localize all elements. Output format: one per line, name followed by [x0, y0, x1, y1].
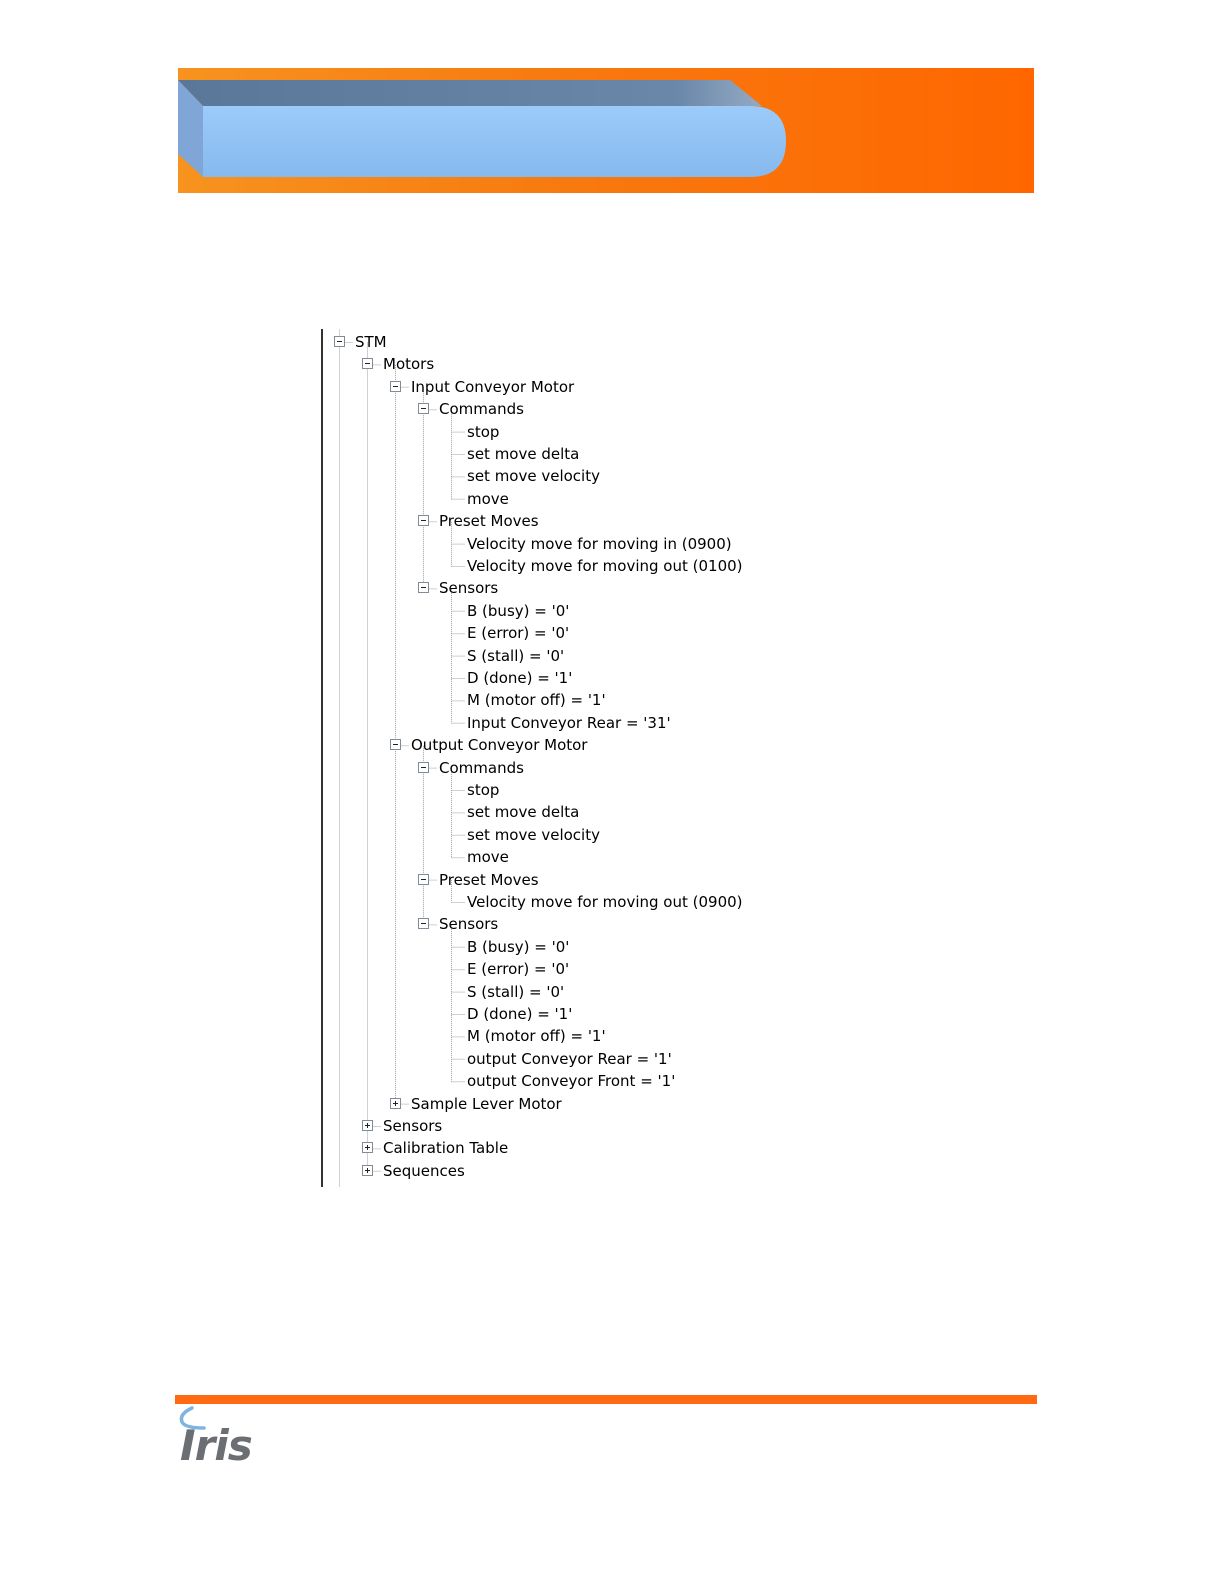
- tree-node[interactable]: [467, 1003, 572, 1025]
- expand-plus-icon[interactable]: [362, 1120, 373, 1131]
- tree-node-label: E (error) = '0': [467, 624, 570, 643]
- tree-node-label: set move velocity: [467, 467, 600, 486]
- tree-node-label: Preset Moves: [439, 870, 539, 889]
- tree-node-label: Velocity move for moving in (0900): [467, 534, 732, 553]
- footer-rule: [175, 1395, 1037, 1404]
- tree-node[interactable]: [355, 331, 387, 353]
- iris-logo: Iris: [180, 1421, 252, 1470]
- tree-node-label: set move velocity: [467, 825, 600, 844]
- collapse-minus-icon[interactable]: [390, 381, 401, 392]
- tree-node-label: Preset Moves: [439, 512, 539, 531]
- tree-node[interactable]: [439, 869, 539, 891]
- tree-node[interactable]: [467, 1025, 606, 1047]
- tree-node[interactable]: [467, 555, 743, 577]
- tree-node[interactable]: [383, 1160, 465, 1182]
- tree-node[interactable]: [467, 689, 606, 711]
- collapse-minus-icon[interactable]: [418, 874, 429, 885]
- tree-node[interactable]: [467, 958, 569, 980]
- expand-plus-icon[interactable]: [362, 1142, 373, 1153]
- tree-node-label: Sequences: [383, 1161, 465, 1180]
- collapse-minus-icon[interactable]: [418, 762, 429, 773]
- tree-node-label: D (done) = '1': [467, 669, 573, 687]
- tree-node-label: move: [467, 489, 509, 508]
- tree-node-label: Commands: [439, 400, 524, 419]
- tree-node-label: Motors: [383, 355, 435, 374]
- tree-node[interactable]: [467, 712, 671, 734]
- tree-node-label: E (error) = '0': [467, 960, 570, 979]
- tree-node-label: Sample Lever Motor: [411, 1094, 562, 1113]
- collapse-minus-icon[interactable]: [418, 515, 429, 526]
- tree-node-label: STM: [355, 333, 387, 351]
- tree-node[interactable]: [439, 510, 539, 532]
- tree-node[interactable]: [467, 421, 499, 443]
- tree-node-label: B (busy) = '0': [467, 601, 570, 620]
- tree-node-label: S (stall) = '0': [467, 646, 565, 665]
- collapse-minus-icon[interactable]: [418, 918, 429, 929]
- tree-node[interactable]: [467, 1048, 672, 1070]
- tree-node[interactable]: [467, 465, 600, 487]
- tree-node-label: Sensors: [439, 915, 499, 934]
- tree-node[interactable]: [467, 443, 579, 465]
- tree-node[interactable]: [467, 533, 732, 555]
- expand-plus-icon[interactable]: [362, 1165, 373, 1176]
- tree-node-label: Commands: [439, 758, 524, 777]
- tree-node[interactable]: [383, 1115, 442, 1137]
- tree-node[interactable]: [467, 667, 572, 689]
- collapse-minus-icon[interactable]: [390, 739, 401, 750]
- tree-node-label: Output Conveyor Motor: [411, 736, 588, 755]
- tree-view[interactable]: [321, 329, 783, 1187]
- tree-node-label: stop: [467, 422, 500, 441]
- tree-node-label: Velocity move for moving out (0100): [467, 557, 743, 575]
- tree-node-label: Calibration Table: [383, 1139, 509, 1158]
- collapse-minus-icon[interactable]: [334, 336, 345, 347]
- tree-node[interactable]: [411, 1093, 562, 1115]
- tree-node-label: set move delta: [467, 445, 580, 463]
- tree-node[interactable]: [467, 936, 569, 958]
- tree-node[interactable]: [467, 1070, 675, 1092]
- tree-node-label: Sensors: [439, 579, 499, 598]
- tree-node[interactable]: [467, 645, 564, 667]
- tree-node-label: set move delta: [467, 803, 580, 822]
- tree-node[interactable]: [467, 600, 569, 622]
- tree-node[interactable]: [439, 757, 524, 779]
- tree-node[interactable]: [467, 891, 743, 913]
- tree-node[interactable]: [383, 1137, 508, 1159]
- collapse-minus-icon[interactable]: [418, 582, 429, 593]
- collapse-minus-icon[interactable]: [418, 403, 429, 414]
- tree-node[interactable]: [411, 734, 587, 756]
- tree-node-label: stop: [467, 781, 500, 799]
- tree-node[interactable]: [467, 824, 600, 846]
- expand-plus-icon[interactable]: [390, 1098, 401, 1109]
- tree-node[interactable]: [439, 398, 524, 420]
- tree-node[interactable]: [467, 779, 499, 801]
- header-title-bar: [178, 80, 788, 177]
- tree-node[interactable]: [439, 913, 498, 935]
- tree-node[interactable]: [383, 353, 434, 375]
- tree-node-label: M (motor off) = '1': [467, 1027, 606, 1046]
- collapse-minus-icon[interactable]: [362, 358, 373, 369]
- tree-node[interactable]: [467, 622, 569, 644]
- tree-node[interactable]: [467, 801, 579, 823]
- tree-node-label: M (motor off) = '1': [467, 691, 606, 710]
- tree-node[interactable]: [411, 376, 574, 398]
- tree-node-label: B (busy) = '0': [467, 937, 570, 956]
- tree-node-label: Input Conveyor Rear = '31': [467, 713, 671, 732]
- tree-node-label: Input Conveyor Motor: [411, 377, 575, 396]
- tree-node-label: S (stall) = '0': [467, 982, 565, 1001]
- tree-node[interactable]: [467, 488, 509, 510]
- tree-node[interactable]: [439, 577, 498, 599]
- tree-node-label: output Conveyor Rear = '1': [467, 1049, 672, 1068]
- tree-node-label: move: [467, 848, 509, 867]
- tree-node[interactable]: [467, 846, 509, 868]
- tree-node-label: Sensors: [383, 1117, 443, 1135]
- tree-node-label: output Conveyor Front = '1': [467, 1072, 676, 1091]
- tree-node[interactable]: [467, 981, 564, 1003]
- tree-node-label: D (done) = '1': [467, 1005, 573, 1023]
- tree-node-label: Velocity move for moving out (0900): [467, 893, 743, 911]
